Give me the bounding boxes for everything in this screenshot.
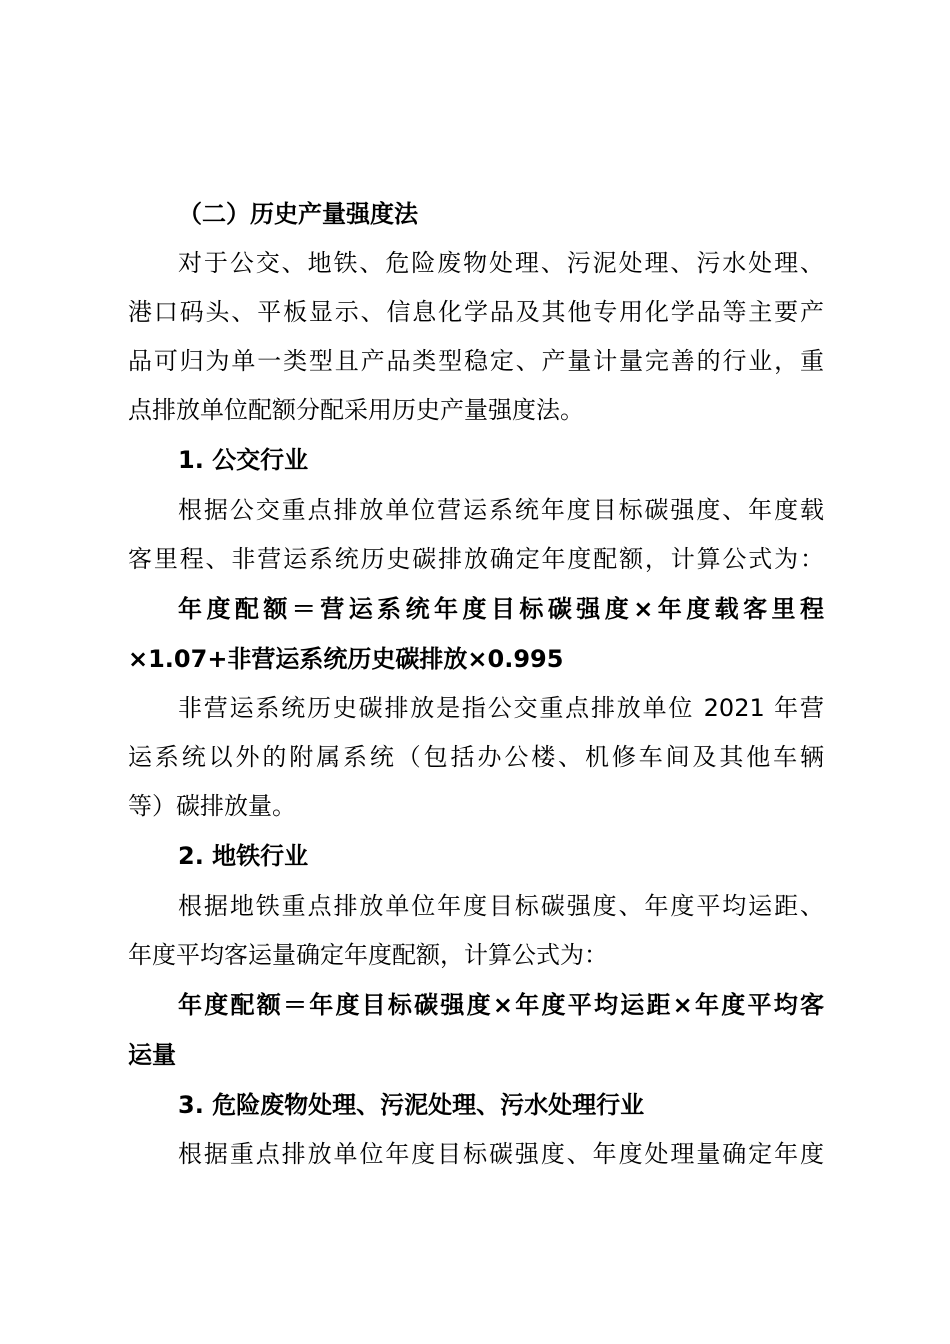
item2-paragraph-line-2: 年度平均客运量确定年度配额，计算公式为： (128, 941, 608, 969)
item1-formula-line-2: ×1.07+非营运系统历史碳排放×0.995 (128, 645, 564, 673)
item2-formula-line-2: 运量 (128, 1041, 176, 1069)
intro-line-1: 对于公交、地铁、危险废物处理、污泥处理、污水处理、 (178, 249, 824, 277)
intro-line-4: 点排放单位配额分配采用历史产量强度法。 (128, 396, 584, 424)
item2-heading: 2. 地铁行业 (178, 842, 309, 870)
intro-line-3: 品可归为单一类型且产品类型稳定、产量计量完善的行业，重 (128, 347, 824, 375)
item1-note-line-2: 运系统以外的附属系统（包括办公楼、机修车间及其他车辆 (128, 743, 824, 771)
item3-paragraph-line-1: 根据重点排放单位年度目标碳强度、年度处理量确定年度 (178, 1140, 824, 1168)
item3-heading: 3. 危险废物处理、污泥处理、污水处理行业 (178, 1091, 645, 1119)
intro-line-2: 港口码头、平板显示、信息化学品及其他专用化学品等主要产 (128, 298, 824, 326)
item1-note-line-1: 非营运系统历史碳排放是指公交重点排放单位 2021 年营 (178, 694, 824, 722)
item1-formula-line-1: 年度配额＝营运系统年度目标碳强度×年度载客里程 (178, 595, 824, 623)
item1-paragraph-line-2: 客里程、非营运系统历史碳排放确定年度配额，计算公式为： (128, 545, 824, 573)
item1-heading: 1. 公交行业 (178, 446, 309, 474)
section-heading: （二）历史产量强度法 (178, 200, 418, 228)
item1-note-line-3: 等）碳排放量。 (128, 792, 296, 820)
item2-paragraph-line-1: 根据地铁重点排放单位年度目标碳强度、年度平均运距、 (178, 892, 824, 920)
item1-paragraph-line-1: 根据公交重点排放单位营运系统年度目标碳强度、年度载 (178, 496, 824, 524)
item2-formula-line-1: 年度配额＝年度目标碳强度×年度平均运距×年度平均客 (178, 991, 824, 1019)
